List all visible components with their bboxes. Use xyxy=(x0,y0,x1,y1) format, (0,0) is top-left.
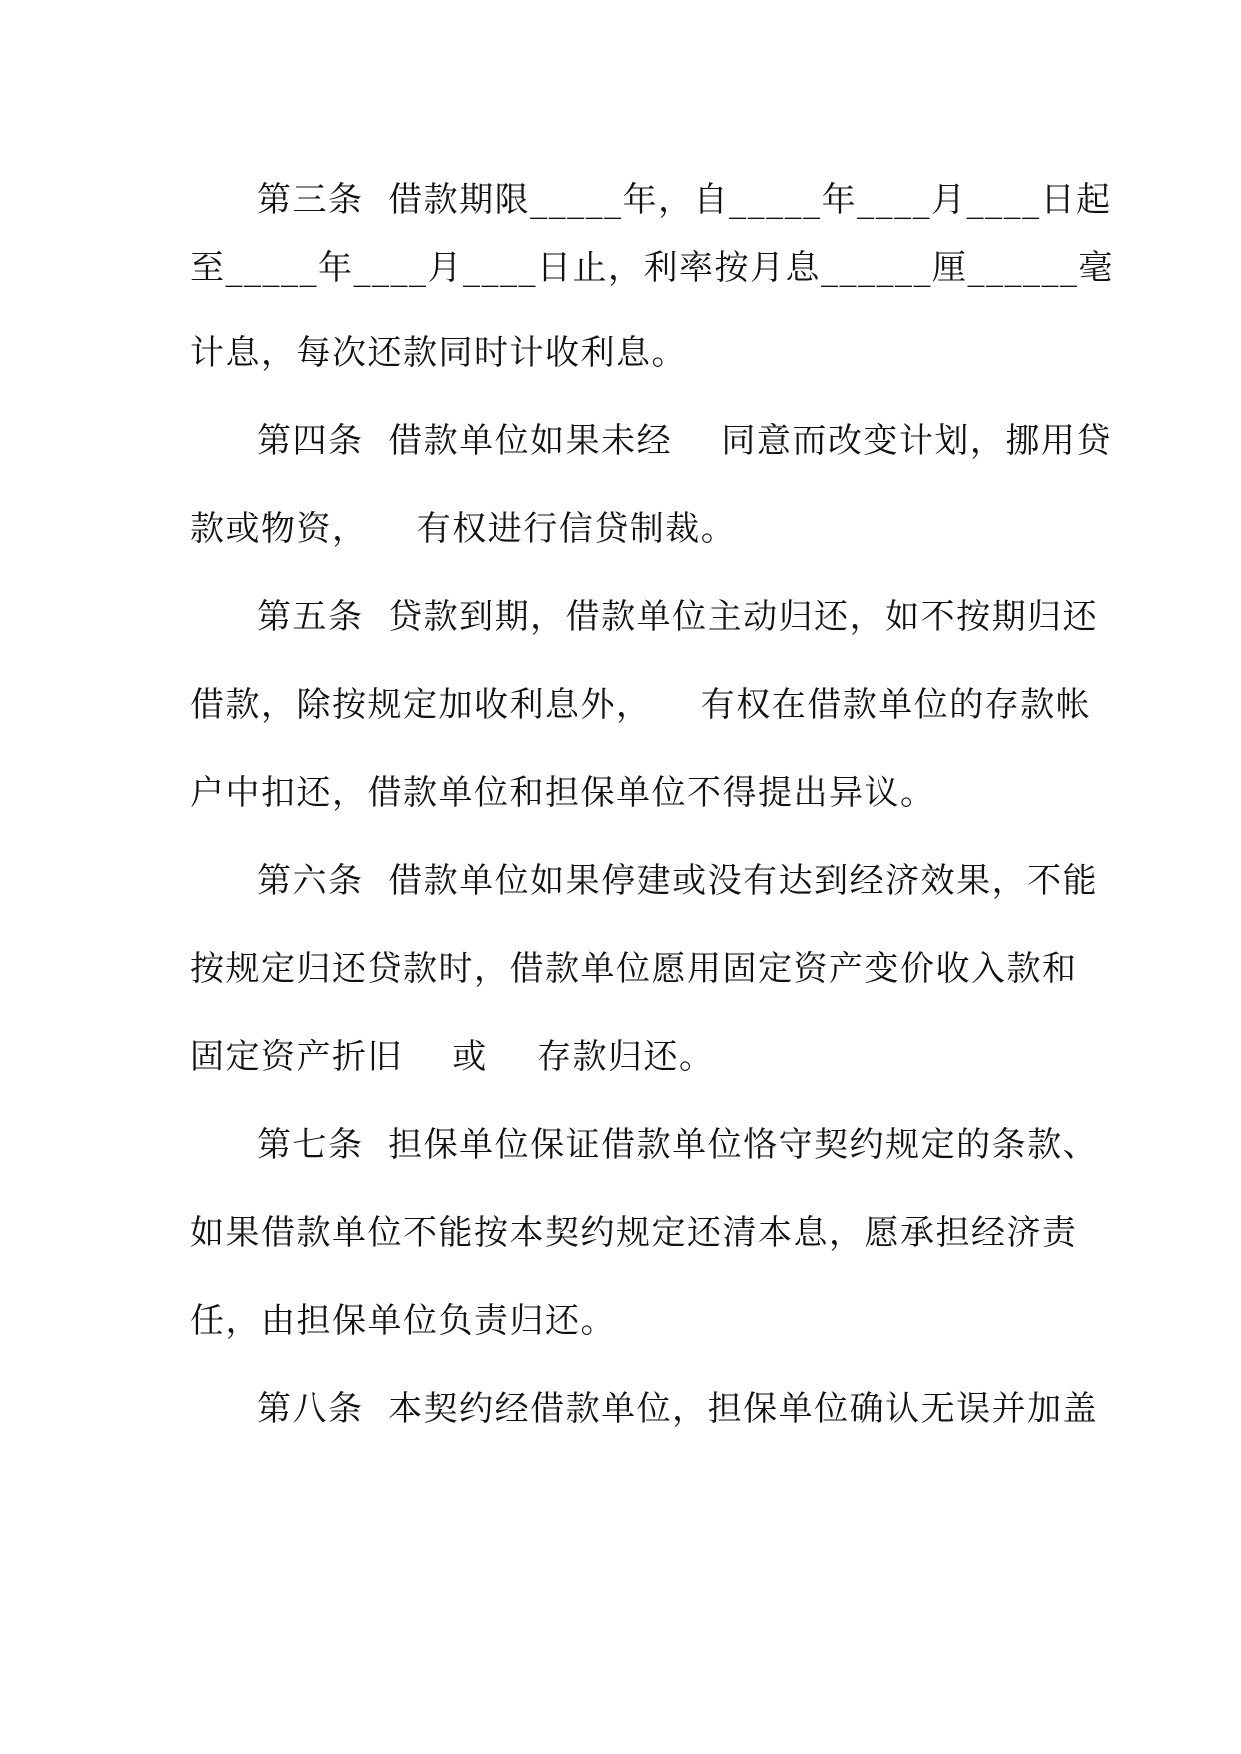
article-7-line-1: 第七条 担保单位保证借款单位恪守契约规定的条款、 xyxy=(257,1125,1099,1165)
article-6-line-2: 按规定归还贷款时，借款单位愿用固定资产变价收入款和 xyxy=(190,949,1078,989)
article-5-line-1: 第五条 贷款到期，借款单位主动归还，如不按期归还 xyxy=(257,597,1099,637)
article-6-line-1: 第六条 借款单位如果停建或没有达到经济效果，不能 xyxy=(257,861,1099,901)
article-5-line-3: 户中扣还，借款单位和担保单位不得提出异议。 xyxy=(190,773,936,813)
article-7-line-2: 如果借款单位不能按本契约规定还清本息，愿承担经济责 xyxy=(190,1213,1078,1253)
article-3-line-1: 第三条 借款期限_____年，自_____年____月____日起 xyxy=(257,180,1112,220)
article-4-line-1: 第四条 借款单位如果未经 同意而改变计划，挪用贷 xyxy=(257,421,1112,461)
article-5-line-2: 借款，除按规定加收利息外， 有权在借款单位的存款帐 xyxy=(190,685,1092,725)
article-8-line-1: 第八条 本契约经借款单位，担保单位确认无误并加盖 xyxy=(257,1389,1099,1429)
article-7-line-3: 任，由担保单位负责归还。 xyxy=(190,1301,616,1341)
article-6-line-3: 固定资产折旧 或 存款归还。 xyxy=(190,1037,715,1077)
article-4-line-2: 款或物资， 有权进行信贷制裁。 xyxy=(190,509,737,549)
article-3-line-2: 至_____年____月____日止，利率按月息______厘______毫 xyxy=(190,248,1114,288)
article-3-line-3: 计息，每次还款同时计收利息。 xyxy=(190,333,687,373)
